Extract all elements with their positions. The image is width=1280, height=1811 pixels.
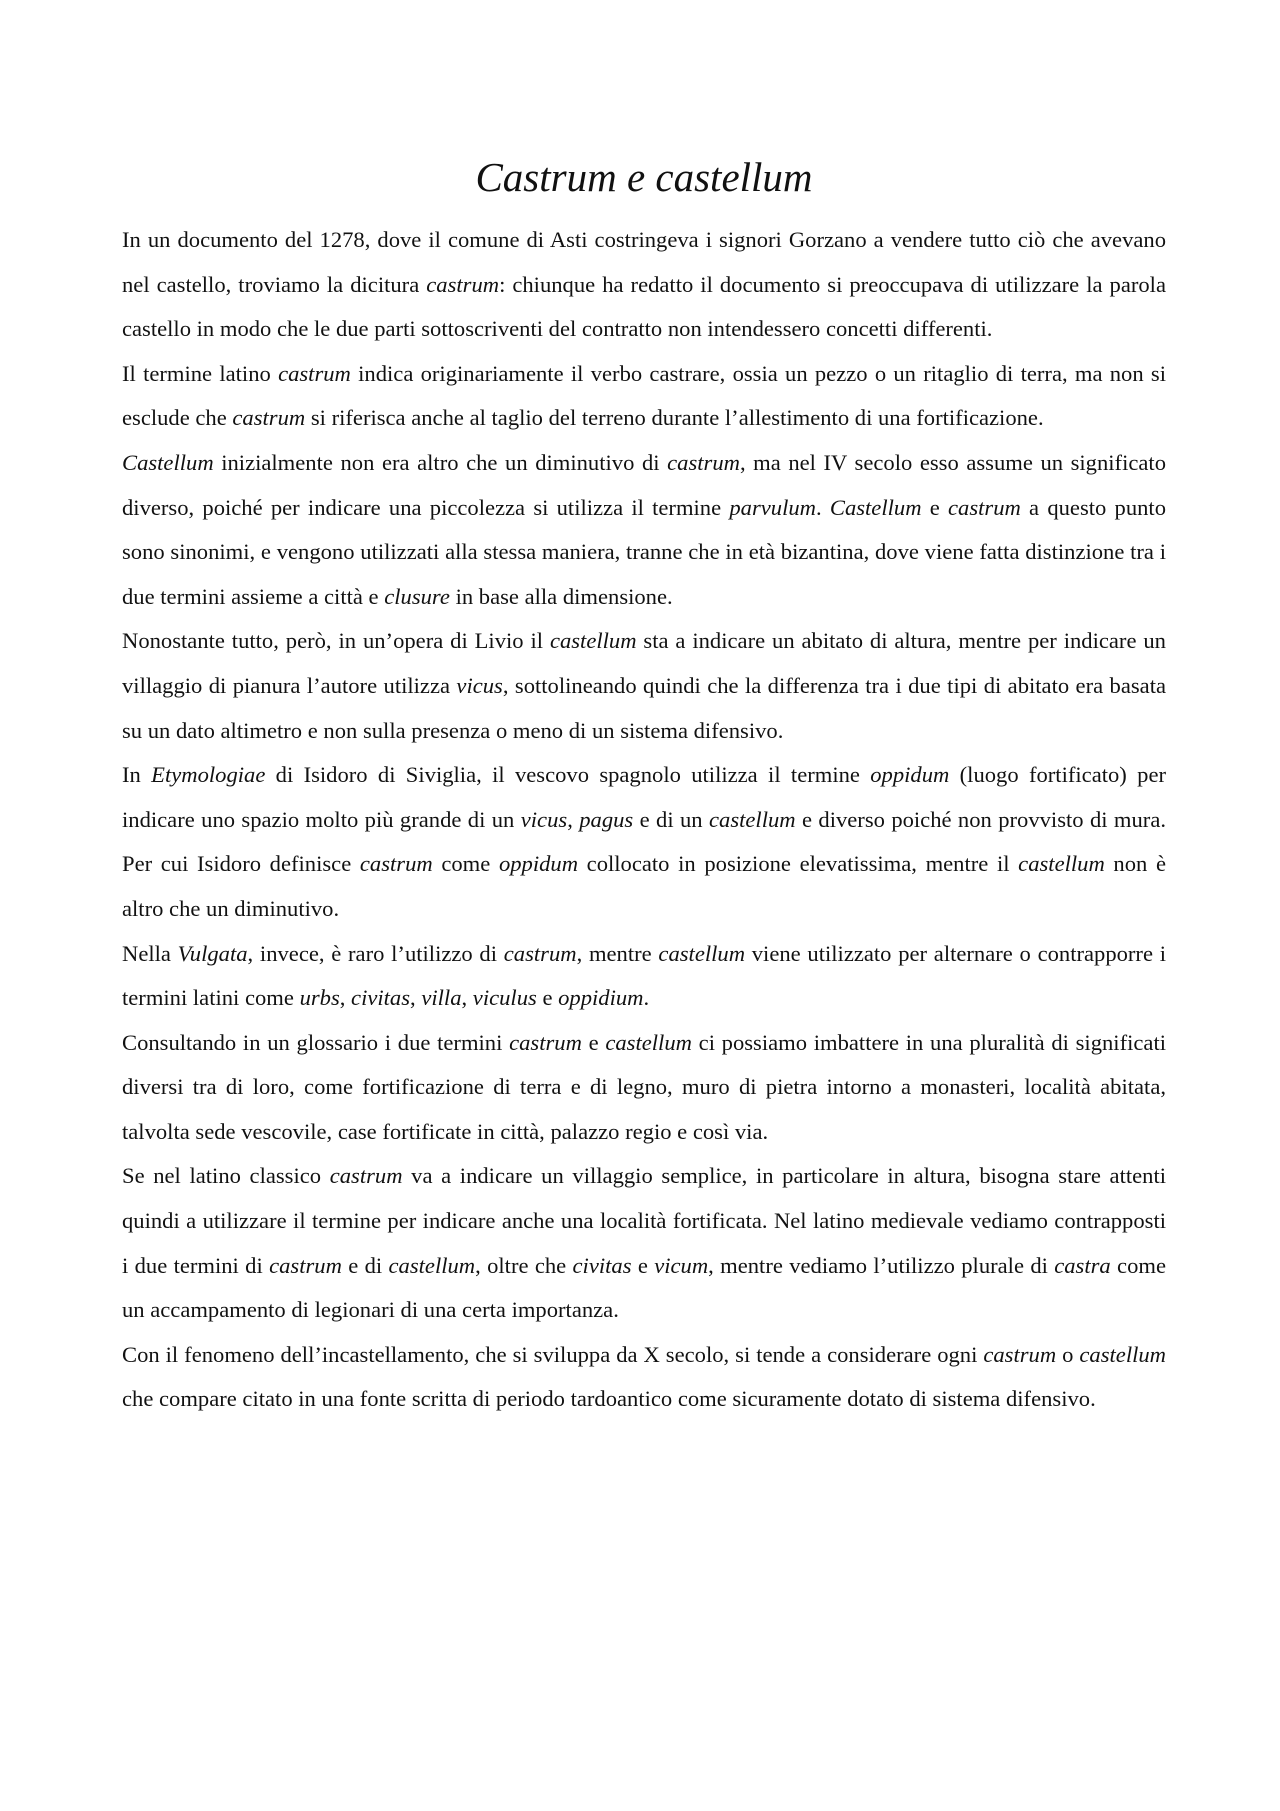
text-run: , invece, è raro l’utilizzo di [247,940,504,966]
italic-term: Vulgata [177,940,248,966]
italic-term: castellum [605,1029,692,1055]
text-run: viene utilizzato per alternare o contrapporre i termini latini come [122,940,1167,1011]
italic-term: castrum [948,494,1021,520]
italic-term: castrum [503,940,577,966]
text-run: Il termine latino [122,360,279,386]
italic-term: castrum [983,1341,1057,1367]
text-run: Con il fenomeno dell’incastellamento, che si sviluppa da X secolo, si tende a considerare ogni [122,1341,984,1367]
text-run: . [815,494,830,520]
text-run: , [339,985,352,1011]
text-run: e diverso poiché non provvisto di mura. Per cui Isidoro definisce [122,806,1167,877]
text-run: , [567,806,580,832]
italic-term: Castellum [829,494,922,520]
italic-term: castrum [269,1252,342,1278]
paragraph [122,441,1166,619]
italic-term: vicus [456,672,503,698]
text-run: non è altro che un diminutivo. [122,851,1166,921]
paragraph [122,753,1166,931]
text-run: e di [341,1252,389,1278]
italic-term: castellum [388,1252,476,1278]
text-run: e di un [633,806,709,832]
text-run: , sottolineando quindi che la differenza tra i due tipi di abitato era basata su un dato altimetro e non sulla presenza o meno di un sistema difensivo. [122,672,1166,743]
italic-term: vicus [520,806,568,832]
text-run: , oltre che [475,1252,573,1278]
text-run: In [122,762,152,788]
text-run: in base alla dimensione. [449,583,673,609]
text-run: Nella [122,940,178,966]
text-run: e [921,494,949,520]
italic-term: pagus [579,806,634,832]
text-run: , [410,985,422,1011]
paragraph [122,352,1166,441]
text-run: e [536,985,559,1011]
paragraph [122,218,1166,352]
text-run: come [432,851,499,877]
text-run: (luogo fortificato) per indicare uno spazio molto più grande di un [122,762,1166,832]
italic-term: castrum [667,449,740,475]
text-run: Nonostante tutto, però, in un’opera di Livio il [122,628,550,654]
italic-term: castra [1054,1252,1111,1278]
paragraph [122,932,1166,1021]
document-body [122,218,1166,1422]
italic-term: clusure [384,583,450,609]
text-run: e [581,1029,606,1055]
italic-term: castrum [329,1163,403,1189]
document-title: Castrum e castellum [475,154,813,200]
italic-term: oppidum [870,762,950,788]
text-run: . [643,985,650,1011]
italic-term: Castellum [122,449,214,475]
text-run: a questo punto sono sinonimi, e vengono utilizzati alla stessa maniera, tranne che in età bizantina, dove viene fatta distinzione tra i due termini assieme a città e [122,494,1167,609]
italic-term: parvulum [729,494,816,520]
text-run: : chiunque ha redatto il documento si preoccupava di utilizzare la parola castello in modo che le due parti sottoscriventi del contratto non intendessero concetti differenti. [122,271,1166,342]
italic-term: castrum [359,851,433,877]
italic-term: villa [421,985,462,1011]
text-run: o [1056,1341,1080,1367]
text-run: si riferisca anche al taglio del terreno durante l’allestimento di una fortificazione. [305,405,1044,431]
text-run: Consultando in un glossario i due termini [122,1029,510,1055]
italic-term: Etymologiae [151,762,266,788]
text-run: , [461,985,473,1011]
italic-term: castrum [278,360,351,386]
text-run: collocato in posizione elevatissima, mentre il [578,851,1019,877]
text-run: , ma nel IV secolo esso assume un significato diverso, poiché per indicare una piccolezza si utilizza il termine [122,449,1166,520]
italic-term: vicum [654,1252,709,1278]
text-run: che compare citato in una fonte scritta di periodo tardoantico come sicuramente dotato di sistema difensivo. [122,1386,1096,1412]
italic-term: castrum [426,271,500,297]
paragraph [122,1021,1166,1155]
italic-term: urbs [299,985,340,1011]
italic-term: viculus [472,985,537,1011]
italic-term: oppidium [558,985,644,1011]
italic-term: castellum [1018,851,1105,877]
italic-term: civitas [572,1252,632,1278]
text-run: In un documento del 1278, dove il comune di Asti costringeva i signori Gorzano a vendere tutto ciò che avevano nel castello, troviamo la dicitura [122,227,1166,297]
italic-term: oppidum [498,851,579,877]
text-run: indica originariamente il verbo castrare, ossia un pezzo o un ritaglio di terra, ma non si esclude che [122,360,1166,431]
italic-term: castrum [232,405,306,431]
document-page [122,148,1166,1422]
text-run: , mentre [576,940,659,966]
paragraph [122,619,1166,753]
text-run: va a indicare un villaggio semplice, in particolare in altura, bisogna stare attenti quindi a utilizzare il termine per indicare anche una località fortificata. Nel latino medievale vediamo contrapposti i due termini di [122,1163,1166,1278]
italic-term: castrum [509,1029,582,1055]
italic-term: castellum [1079,1341,1166,1367]
text-run: come un accampamento di legionari di una certa importanza. [122,1252,1166,1323]
italic-term: civitas [351,985,411,1011]
paragraph [122,1154,1166,1332]
paragraph [122,1333,1166,1422]
text-run: , mentre vediamo l’utilizzo plurale di [708,1252,1055,1278]
text-run: sta a indicare un abitato di altura, mentre per indicare un villaggio di pianura l’autore utilizza [122,628,1166,698]
italic-term: castellum [709,806,796,832]
italic-term: castellum [549,628,637,654]
text-run: di Isidoro di Siviglia, il vescovo spagnolo utilizza il termine [265,762,871,788]
text-run: ci possiamo imbattere in una pluralità di significati diversi tra di loro, come fortificazione di terra e di legno, muro di pietra intorno a monasteri, località abitata, talvolta sede vescovile, case fortificate in città, palazzo regio e così via. [122,1029,1166,1144]
text-run: e [631,1252,655,1278]
text-run: inizialmente non era altro che un diminutivo di [213,449,668,475]
italic-term: castellum [658,940,746,966]
text-run: Se nel latino classico [122,1163,330,1189]
